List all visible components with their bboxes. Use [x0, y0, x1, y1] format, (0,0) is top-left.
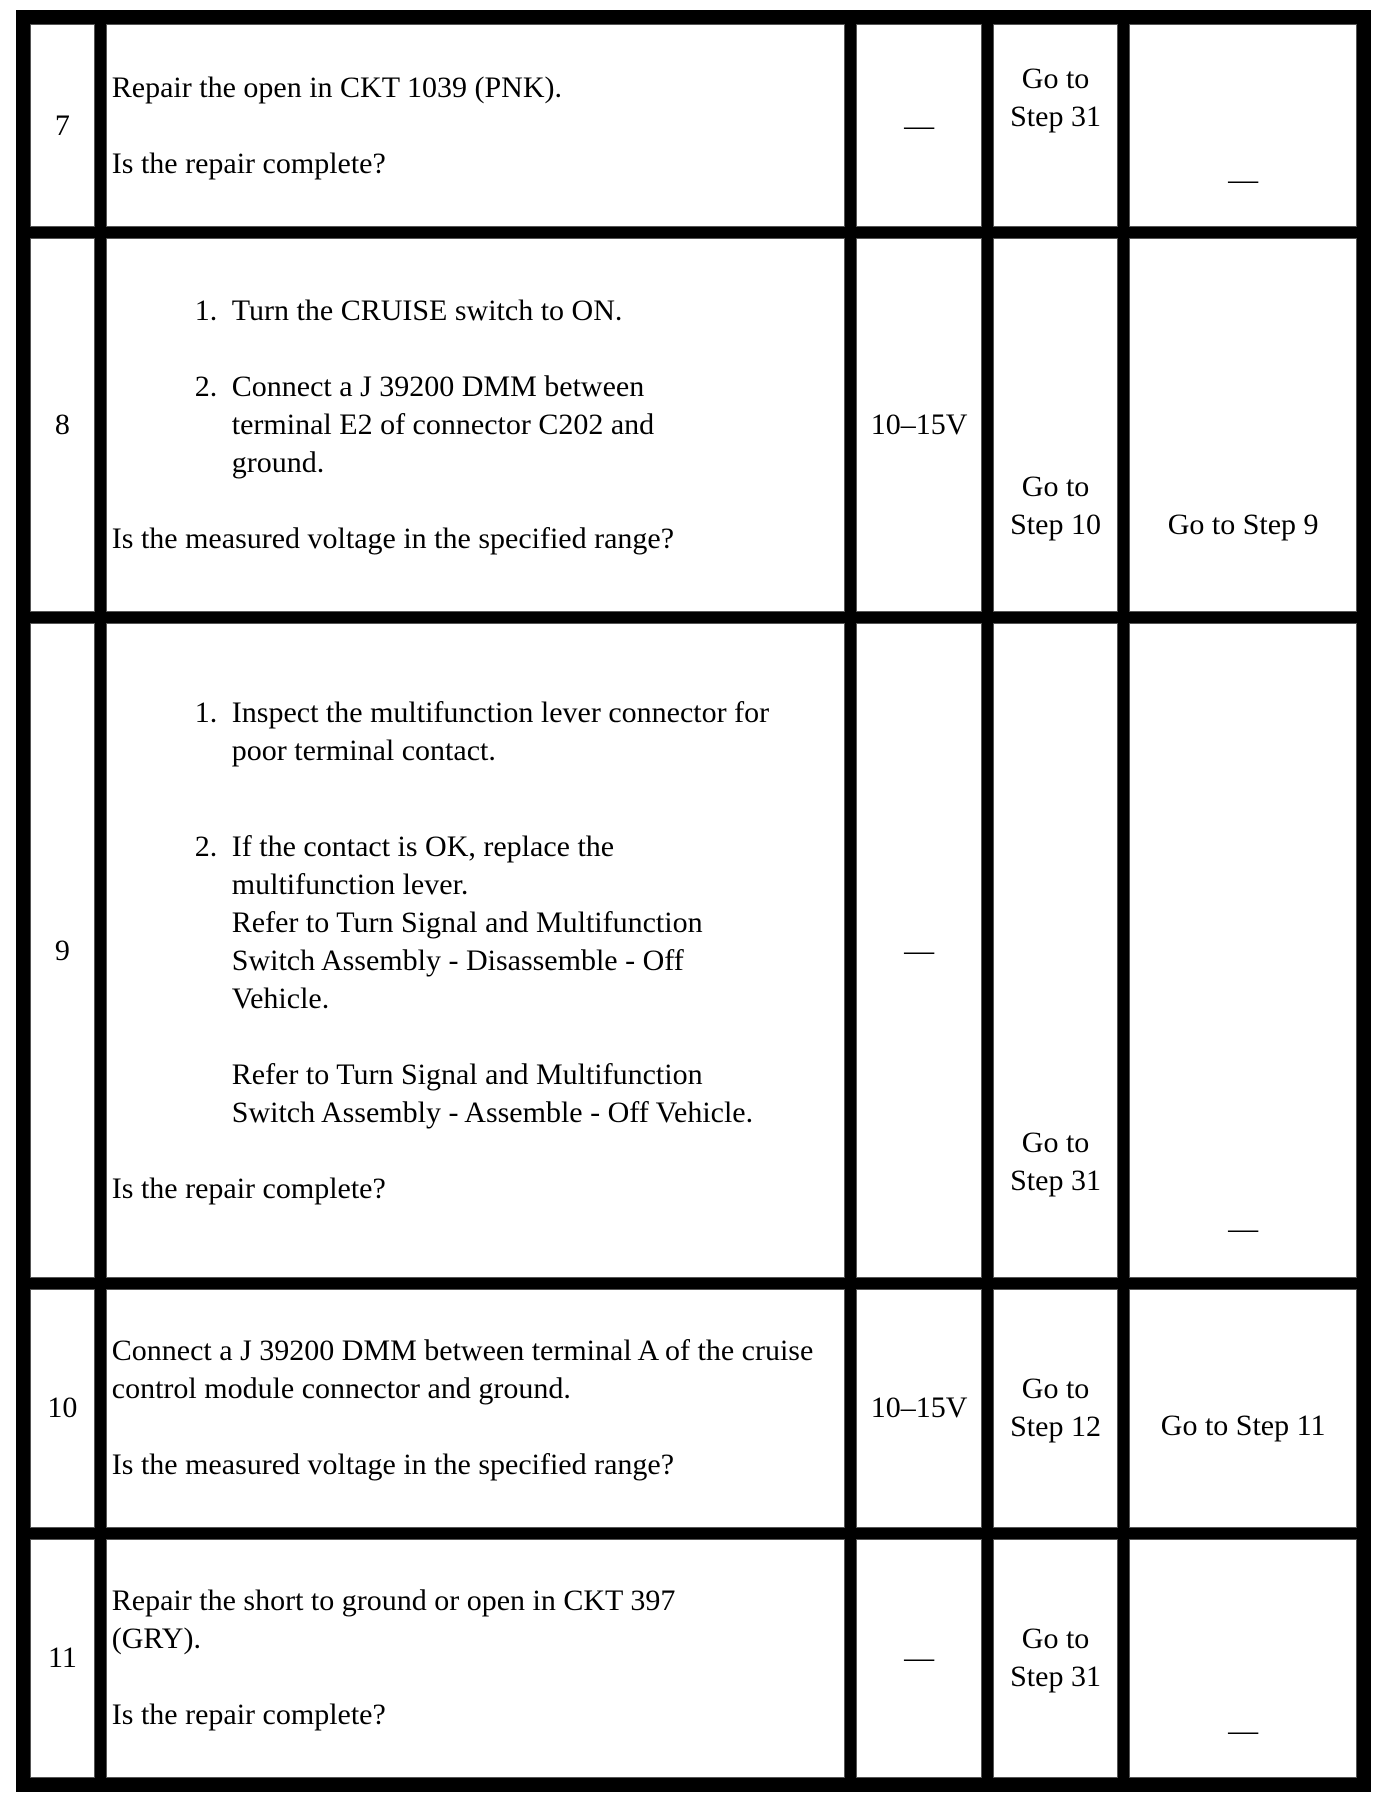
reference-assemble: Refer to Turn Signal and Multifunction Switch Assembly - Assemble - Off Vehicle.: [231, 1057, 754, 1129]
diagnostic-table: [21, 15, 1366, 1787]
yes-goto-step: Step 31: [1010, 100, 1101, 133]
action-cell: [104, 1537, 848, 1780]
yes-goto-label: Go to: [1021, 1372, 1090, 1406]
action-text: Repair the open in CKT 1039 (PNK).: [111, 70, 563, 104]
value-cell: —: [854, 22, 983, 229]
list-item-text: If the contact is OK, replace the multifunction lever.: [231, 829, 615, 901]
yes-goto-label: Go to: [1021, 1622, 1090, 1656]
action-cell: [104, 236, 848, 614]
yes-cell: [991, 22, 1120, 229]
value-cell: 10–15V: [854, 1287, 983, 1529]
step-number: 9: [28, 621, 97, 1280]
no-cell: [1127, 22, 1359, 229]
yes-goto-label: Go to: [1021, 1126, 1090, 1160]
reference-text: [232, 1056, 840, 1132]
list-item-number: 2.: [194, 829, 218, 863]
yes-goto-step: Step 31: [1010, 1660, 1101, 1694]
yes-goto-label: Go to: [1021, 62, 1090, 95]
action-cell: [104, 1287, 848, 1529]
no-result: —: [1228, 1212, 1259, 1246]
yes-goto-step: Step 12: [1010, 1410, 1101, 1444]
diagnostic-table-frame: [16, 10, 1371, 1792]
no-result: —: [1228, 163, 1259, 197]
question-text: Is the repair complete?: [111, 1698, 386, 1732]
yes-goto-step: Step 10: [1010, 508, 1101, 541]
no-cell: [1127, 621, 1359, 1280]
no-cell: [1127, 236, 1359, 614]
yes-goto-step: Step 31: [1010, 1164, 1101, 1198]
list-item: [194, 368, 840, 482]
list-item-number: 1.: [194, 695, 218, 729]
question-text: Is the repair complete?: [111, 146, 386, 180]
no-result: Go to Step 11: [1160, 1409, 1326, 1443]
value-cell: —: [854, 621, 983, 1280]
no-cell: [1127, 1537, 1359, 1780]
yes-cell: [991, 1287, 1120, 1529]
step-number: 10: [28, 1287, 97, 1529]
list-item-number: 2.: [194, 370, 218, 404]
step-number: 7: [28, 22, 97, 229]
action-steps-list: [112, 694, 840, 1132]
list-item-text: Connect a J 39200 DMM between terminal E2 of connector C202 and ground.: [231, 370, 655, 480]
table-row-step-7: [28, 22, 1359, 229]
no-result: Go to Step 9: [1167, 508, 1319, 541]
list-item: [194, 694, 840, 770]
yes-cell: [991, 621, 1120, 1280]
no-result: —: [1228, 1714, 1259, 1747]
yes-cell: [991, 236, 1120, 614]
reference-disassemble: Refer to Turn Signal and Multifunction Switch Assembly - Disassemble - Off Vehicle.: [231, 905, 703, 1015]
question-text: Is the measured voltage in the specified range?: [111, 1448, 675, 1482]
list-item-text: Turn the CRUISE switch to ON.: [231, 294, 623, 328]
list-item: [194, 828, 840, 904]
table-row-step-10: [28, 1287, 1359, 1529]
question-text: Is the measured voltage in the specified range?: [111, 522, 675, 556]
action-text: Repair the short to ground or open in CKT 397 (GRY).: [111, 1584, 676, 1656]
step-number: 8: [28, 236, 97, 614]
action-cell: [104, 22, 848, 229]
step-number: 11: [28, 1537, 97, 1780]
list-item-text: Inspect the multifunction lever connector for poor terminal contact.: [231, 695, 770, 767]
action-steps-list: [112, 292, 840, 482]
action-text: Connect a J 39200 DMM between terminal A of the cruise control module connector and ground.: [111, 1334, 814, 1406]
table-row-step-9: [28, 621, 1359, 1280]
no-cell: [1127, 1287, 1359, 1529]
question-text: Is the repair complete?: [111, 1171, 386, 1205]
value-cell: —: [854, 1537, 983, 1780]
table-row-step-11: [28, 1537, 1359, 1780]
yes-cell: [991, 1537, 1120, 1780]
value-cell: 10–15V: [854, 236, 983, 614]
action-cell: [104, 621, 848, 1280]
reference-text: [232, 904, 840, 1018]
yes-goto-label: Go to: [1021, 470, 1090, 503]
list-item: [194, 292, 840, 330]
table-row-step-8: [28, 236, 1359, 614]
list-item-number: 1.: [194, 294, 218, 328]
